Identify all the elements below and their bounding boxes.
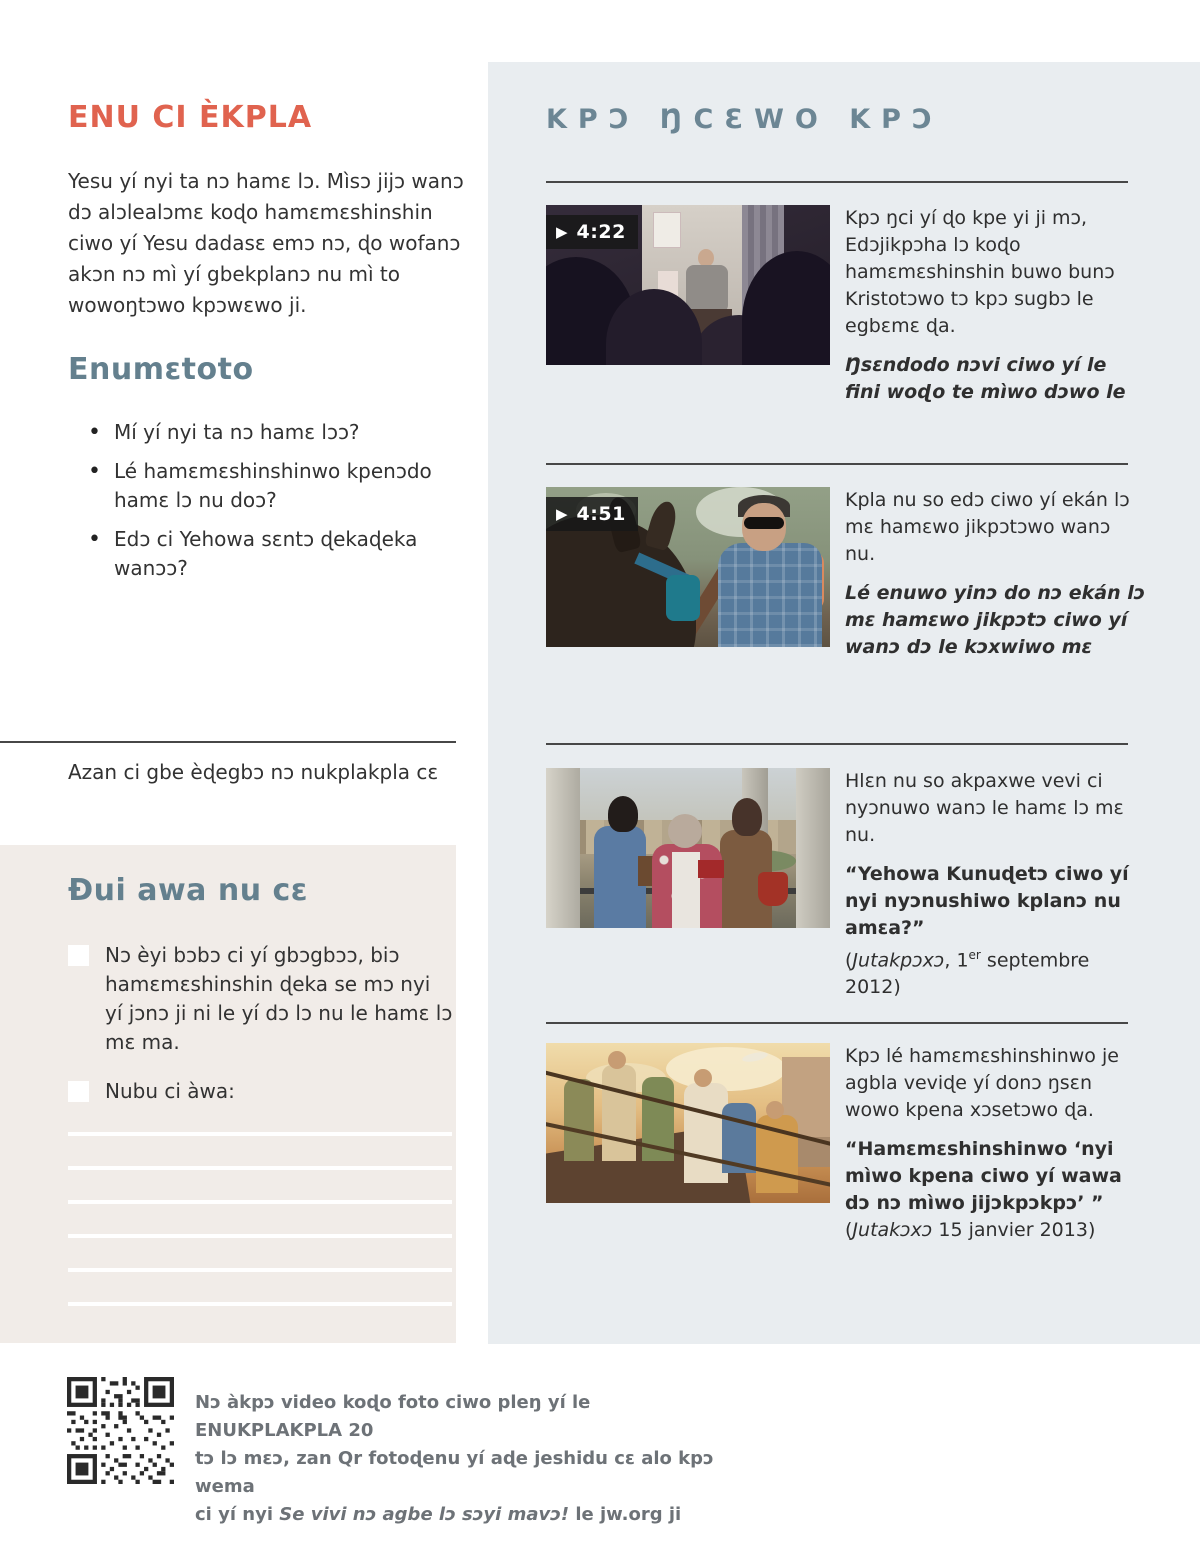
- photo-art: [668, 814, 702, 848]
- todo-item: [68, 1077, 453, 1106]
- study-date-note: Azan ci gbe èɖegbɔ nɔ nukplakpla cɛ: [68, 760, 439, 784]
- question-item: • Lé hamɛmɛshinshinwo kpenɔdo hamɛ lɔ nu doɔ?: [88, 457, 433, 515]
- divider: [546, 743, 1128, 745]
- painting-paul-farewell-elders: [546, 1043, 830, 1203]
- video-duration-badge: [546, 497, 638, 531]
- painting-art: [602, 1065, 636, 1161]
- thumbnail-art: [644, 499, 680, 552]
- video-thumbnail-man-with-donkey[interactable]: [546, 487, 830, 647]
- photo-art: [758, 872, 788, 906]
- panel-title: KPƆ ŊCƐWO KPƆ: [546, 104, 943, 135]
- painting-art: [608, 1051, 626, 1069]
- thumbnail-art: [686, 265, 728, 313]
- media-text-block: [845, 487, 1145, 661]
- photo-art: [698, 860, 724, 878]
- review-panel: [488, 62, 1200, 1344]
- qr-code-icon: [67, 1377, 174, 1484]
- thumbnail-art: [718, 543, 822, 647]
- media-row: [546, 768, 1146, 1001]
- left-divider: [0, 741, 456, 743]
- media-description: Hlɛn nu so akpaxwe vevi ci nyɔnuwo wanɔ le hamɛ lɔ mɛ nu.: [845, 770, 1124, 846]
- write-line[interactable]: [68, 1268, 452, 1272]
- painting-art: [564, 1079, 594, 1161]
- write-line[interactable]: [68, 1132, 452, 1136]
- checkbox[interactable]: [68, 1081, 89, 1102]
- media-text-block: [845, 1043, 1145, 1244]
- painting-art: [666, 1047, 786, 1091]
- video-duration: 4:51: [576, 503, 626, 525]
- media-text-block: [845, 768, 1145, 1001]
- write-line[interactable]: [68, 1200, 452, 1204]
- photo-art: [796, 768, 830, 928]
- thumbnail-art: [744, 517, 784, 529]
- media-row: [546, 205, 1146, 406]
- todo-box-title: Ðui awa nu cɛ: [68, 873, 309, 908]
- qr-instructions: Nɔ àkpɔ video koɖo foto ciwo pleŋ yí le ENUKPLAKPLA 20 tɔ lɔ mɛɔ, zan Qr fotoɖenu yí aɖe jeshidu cɛ alo kpɔ wema ci yí nyi Se vivi nɔ agbe lɔ sɔyi mavɔ! le jw.org ji: [195, 1392, 714, 1525]
- photo-women-preaching: [546, 768, 830, 928]
- painting-art: [766, 1101, 784, 1119]
- media-description: Kpɔ ŋci yí ɖo kpe yi ji mɔ, Edɔjikpɔha lɔ koɖo hamɛmɛshinshin buwo bunɔ Kristotɔwo tɔ kpɔ sugbɔ le egbɛmɛ ɖa.: [845, 207, 1115, 337]
- write-line[interactable]: [68, 1234, 452, 1238]
- question-item: • Mí yí nyi ta nɔ hamɛ lɔɔ?: [88, 418, 433, 447]
- article-citation: (Jutakpɔxɔ, 1er septembre 2012): [845, 948, 1090, 999]
- write-line[interactable]: [68, 1302, 452, 1306]
- page-title: ENU CI ÈKPLA: [68, 100, 313, 135]
- divider: [546, 181, 1128, 183]
- todo-item-label: Nɔ èyi bɔbɔ ci yí gbɔgbɔɔ, biɔ hamɛmɛshinshin ɖeka se mɔ nyi yí jɔnɔ ji ni le yí dɔ lɔ nu le hamɛ lɔ mɛ ma.: [105, 943, 453, 1054]
- photo-art: [608, 796, 638, 832]
- media-row: [546, 1043, 1146, 1244]
- thumbnail-art: [654, 213, 680, 247]
- media-row: [546, 487, 1146, 661]
- checkbox[interactable]: [68, 945, 89, 966]
- question-item: • Edɔ ci Yehowa sɛntɔ ɖekaɖeka wanɔɔ?: [88, 525, 433, 583]
- questions-heading: Enumɛtoto: [68, 352, 254, 387]
- questions-list: [88, 418, 433, 593]
- media-description: Kpɔ lé hamɛmɛshinshinwo je agbla veviɖe yí donɔ ŋsɛn wowo kpena xɔsetɔwo ɖa.: [845, 1045, 1119, 1121]
- painting-art: [694, 1069, 712, 1087]
- todo-item-label: Nubu ci àwa:: [105, 1079, 235, 1103]
- intro-paragraph: Yesu yí nyi ta nɔ hamɛ lɔ. Mìsɔ jijɔ wanɔ dɔ alɔlealɔmɛ koɖo hamɛmɛshinshin ciwo yí Yesu dadasɛ emɔ nɔ, ɖo wofanɔ akɔn nɔ mì yí gbekplanɔ nu mì to wowoŋtɔwo kpɔwɛwo ji.: [68, 169, 464, 317]
- media-description: Kpla nu so edɔ ciwo yí ekán lɔ mɛ hamɛwo jikpɔtɔwo wanɔ nu.: [845, 489, 1130, 565]
- article-quote: “Yehowa Kunuɖetɔ ciwo yí nyi nyɔnushiwo kplanɔ nu amɛa?”: [845, 863, 1129, 939]
- play-icon: ▶: [556, 504, 568, 523]
- media-caption: Lé enuwo yinɔ do nɔ ekán lɔ mɛ hamɛwo jikpɔtɔ ciwo yí wanɔ dɔ le kɔxwiwo mɛ: [845, 582, 1146, 658]
- todo-item: [68, 941, 453, 1057]
- media-caption: Ŋsɛndodo nɔvi ciwo yí le fini woɖo te mìwo dɔwo le: [845, 354, 1126, 403]
- write-line[interactable]: [68, 1166, 452, 1170]
- divider: [546, 463, 1128, 465]
- photo-art: [672, 852, 700, 928]
- thumbnail-art: [666, 575, 700, 621]
- play-icon: ▶: [556, 222, 568, 241]
- video-thumbnail-home-meeting[interactable]: [546, 205, 830, 365]
- photo-art: [546, 768, 580, 928]
- video-duration-badge: [546, 215, 638, 249]
- article-citation: (Jutakɔxɔ 15 janvier 2013): [845, 1219, 1096, 1241]
- todo-box: [0, 845, 456, 1343]
- divider: [546, 1022, 1128, 1024]
- photo-art: [732, 798, 762, 836]
- video-duration: 4:22: [576, 221, 626, 243]
- article-quote: “Hamɛmɛshinshinwo ‘nyi mìwo kpena ciwo yí wawa dɔ nɔ mìwo jijɔkpɔkpɔ’ ”: [845, 1138, 1122, 1214]
- media-text-block: [845, 205, 1145, 406]
